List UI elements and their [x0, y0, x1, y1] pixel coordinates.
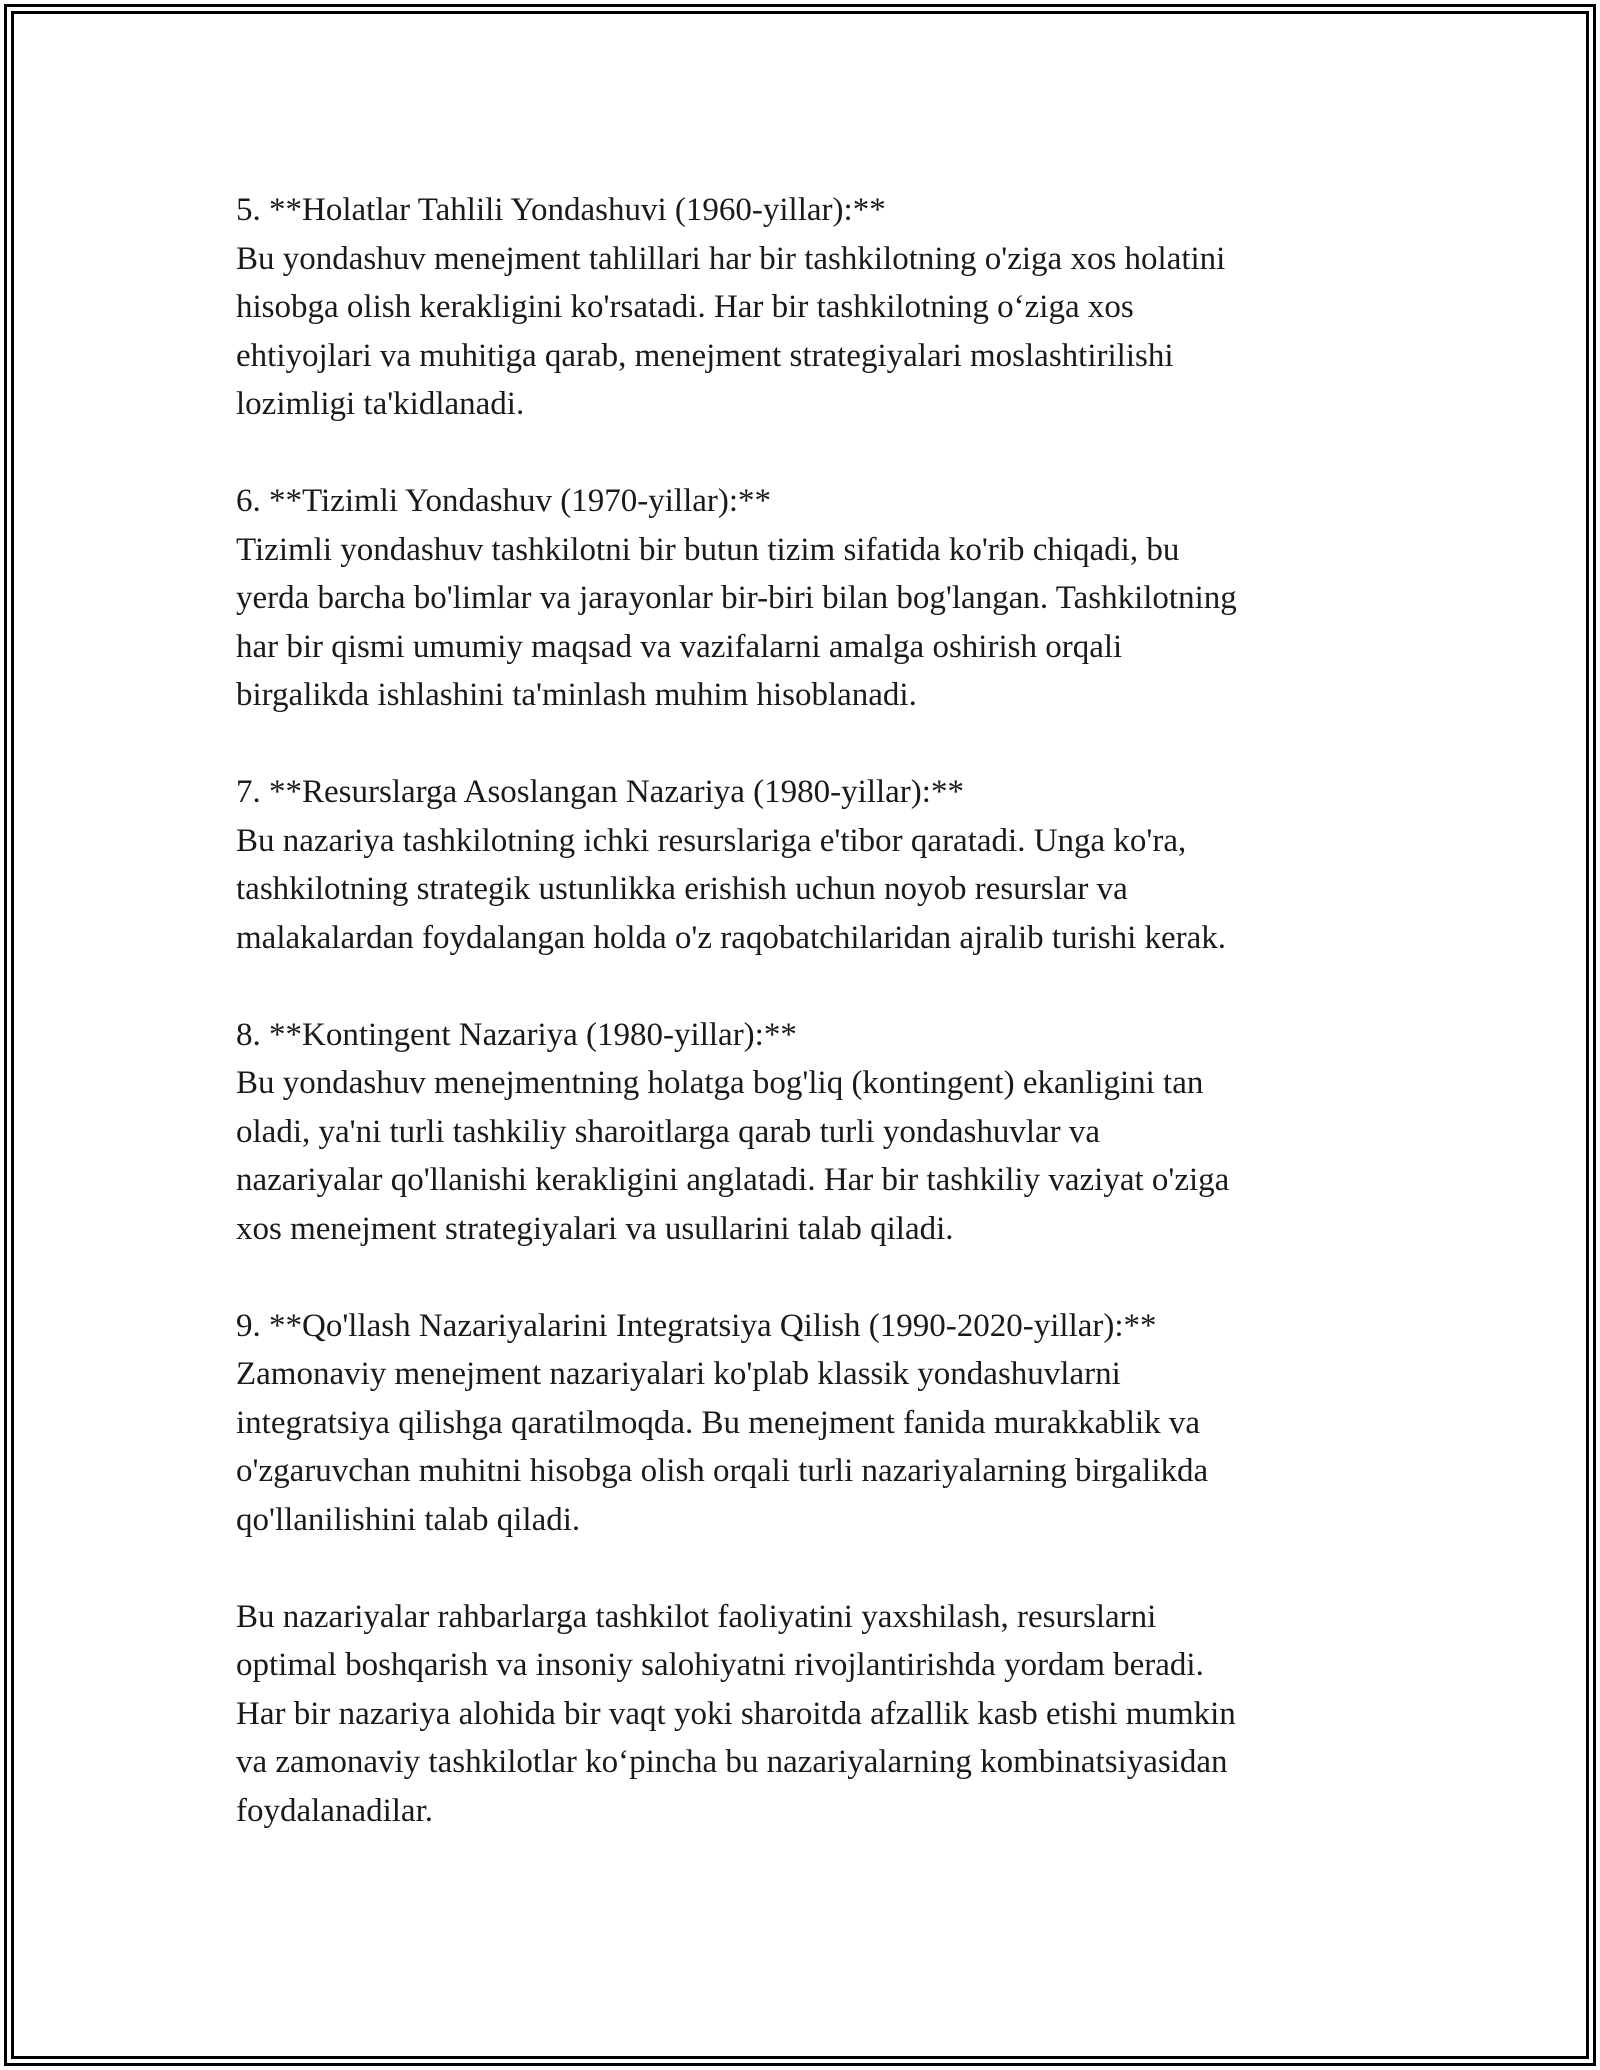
section-heading: 9. **Qo'llash Nazariyalarini Integratsiya Qilish (1990-2020-yillar):** — [236, 1307, 1157, 1344]
document-body — [236, 186, 1376, 1884]
section-heading: 5. **Holatlar Tahlili Yondashuvi (1960-yillar):** — [236, 192, 886, 228]
paragraph-line: tashkilotning strategik ustunlikka erishish uchun noyob resurslar va — [236, 871, 1128, 907]
section-heading: 6. **Tizimli Yondashuv (1970-yillar):** — [236, 483, 772, 519]
section-heading: 8. **Kontingent Nazariya (1980-yillar):** — [236, 1016, 797, 1053]
paragraph-line: Tizimli yondashuv tashkilotni bir butun tizim sifatida ko'rib chiqadi, bu — [236, 531, 1180, 568]
paragraph-line: oladi, ya'ni turli tashkiliy sharoitlarga qarab turli yondashuvlar va — [236, 1113, 1101, 1150]
paragraph-line: qo'llanilishini talab qiladi. — [236, 1501, 581, 1538]
paragraph-line: optimal boshqarish va insoniy salohiyatni rivojlantirishda yordam beradi. — [236, 1647, 1204, 1683]
paragraph-line: ehtiyojlari va muhitiga qarab, menejment strategiyalari moslashtirilishi — [236, 337, 1174, 374]
paragraph-line: Zamonaviy menejment nazariyalari ko'plab klassik yondashuvlarni — [236, 1356, 1121, 1392]
paragraph-line: Bu yondashuv menejmentning holatga bog'liq (kontingent) ekanligini tan — [236, 1065, 1204, 1101]
paragraph-line: Bu yondashuv menejment tahlillari har bir tashkilotning o'ziga xos holatini — [236, 240, 1226, 277]
paragraph-line: Har bir nazariya alohida bir vaqt yoki sharoitda afzallik kasb etishi mumkin — [236, 1695, 1236, 1732]
paragraph-line: nazariyalar qo'llanishi kerakligini anglatadi. Har bir tashkiliy vaziyat o'ziga — [236, 1162, 1230, 1198]
paragraph-line: xos menejment strategiyalari va usullarini talab qiladi. — [236, 1210, 954, 1247]
section-7 — [236, 768, 1376, 962]
paragraph-line: Bu nazariyalar rahbarlarga tashkilot faoliyatini yaxshilash, resurslarni — [236, 1598, 1157, 1635]
section-6 — [236, 477, 1376, 720]
paragraph-line: foydalanadilar. — [236, 1792, 434, 1829]
conclusion-paragraph — [236, 1593, 1376, 1836]
paragraph-line: har bir qismi umumiy maqsad va vazifalarni amalga oshirish orqali — [236, 628, 1123, 665]
paragraph-line: hisobga olish kerakligini ko'rsatadi. Har bir tashkilotning o‘ziga xos — [236, 289, 1134, 325]
paragraph-line: birgalikda ishlashini ta'minlash muhim hisoblanadi. — [236, 677, 917, 713]
paragraph-line: malakalardan foydalangan holda o'z raqobatchilaridan ajralib turishi kerak. — [236, 919, 1227, 956]
paragraph-line: o'zgaruvchan muhitni hisobga olish orqali turli nazariyalarning birgalikda — [236, 1453, 1209, 1489]
paragraph-line: yerda barcha bo'limlar va jarayonlar bir-biri bilan bog'langan. Tashkilotning — [236, 580, 1237, 616]
paragraph-line: integratsiya qilishga qaratilmoqda. Bu menejment fanida murakkablik va — [236, 1404, 1201, 1441]
section-9 — [236, 1302, 1376, 1545]
section-heading: 7. **Resurslarga Asoslangan Nazariya (1980-yillar):** — [236, 774, 964, 810]
section-8 — [236, 1011, 1376, 1254]
paragraph-line: Bu nazariya tashkilotning ichki resurslariga e'tibor qaratadi. Unga ko'ra, — [236, 822, 1187, 859]
paragraph-line: lozimligi ta'kidlanadi. — [236, 386, 525, 422]
paragraph-line: va zamonaviy tashkilotlar ko‘pincha bu nazariyalarning kombinatsiyasidan — [236, 1744, 1228, 1780]
section-5 — [236, 186, 1376, 429]
